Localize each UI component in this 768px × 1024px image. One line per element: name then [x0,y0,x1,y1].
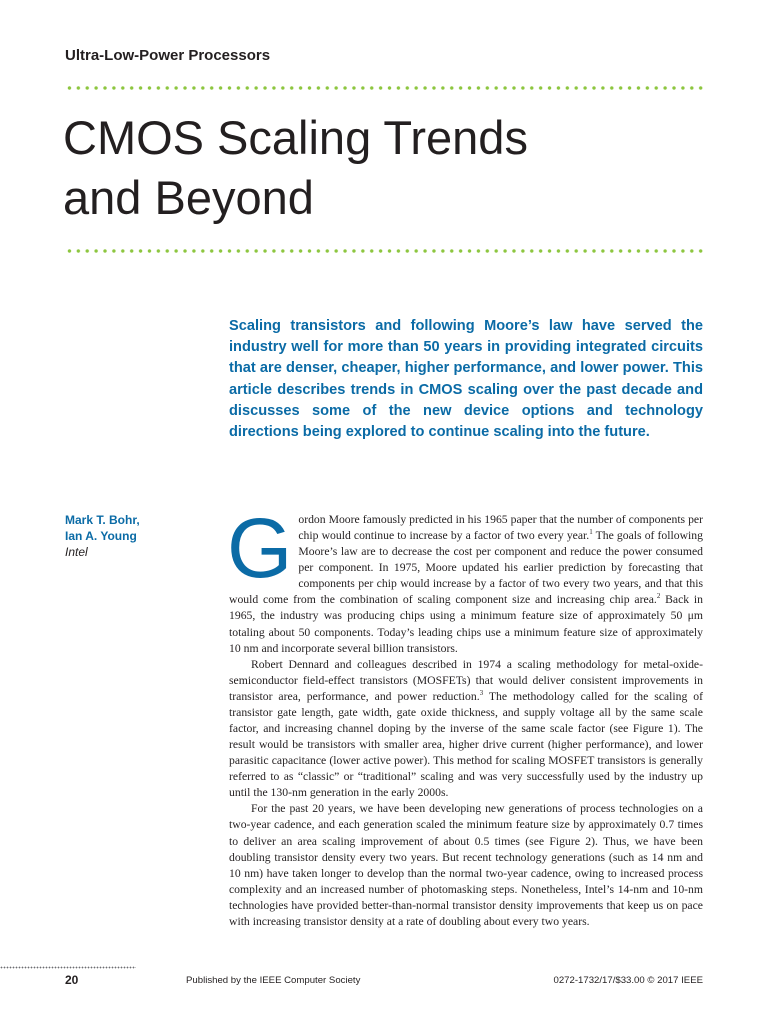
paragraph-1-part-b: The goals of following Moore’s law are to decrease the cost per component and reduce the power consumed per component. In 1975, Moore updated his earlier prediction by forecasting that components per chip would increase by a factor of two every two years, and that this would come from the combination of scaling component size and increasing chip area. [229,529,703,607]
title-line-2: and Beyond [63,171,314,224]
footer-dotted-rule [0,966,136,969]
section-label: Ultra-Low-Power Processors [65,47,271,64]
author-block [65,512,140,560]
paragraph-2 [229,657,703,802]
author-name-1: Mark T. Bohr, [65,513,140,527]
paragraph-1-part-a: ordon Moore famously predicted in his 1965 paper that the number of components per chip would continue to increase by a factor of two every year. [298,513,703,543]
page-number: 20 [65,973,79,987]
reference-1: 1 [589,528,593,537]
paragraph-2-part-a: Robert Dennard and colleagues described in 1974 a scaling methodology for metal-oxide-semiconductor field-effect transistors (MOSFETs) that would deliver consistent improvements in transistor area, performance, and power reduction. [229,657,703,703]
paragraph-1 [227,501,704,657]
article-title [63,108,528,228]
drop-cap: G [227,501,293,595]
abstract: Scaling transistors and following Moore’s law have served the industry well for more than 50 years in providing integrated circuits that are denser, cheaper, higher performance, and lower power. This article describes trends in CMOS scaling over the past decade and discusses some of the new device options and technology directions being explored to continue scaling into the future. [229,318,703,441]
top-dotted-divider [65,86,703,90]
copyright-line: 0272-1732/17/$33.00 © 2017 IEEE [553,975,703,986]
body-text [227,501,704,930]
paragraph-2-part-b: The methodology called for the scaling of transistor gate length, gate width, gate oxide thickness, and supply voltage all by the same scale factor, and increasing channel doping by the inverse of the same scale factor (see Figure 1). The result would be transistors with smaller area, higher drive current (higher performance), and lower parasitic capacitance (lower active power). This method for scaling MOSFET transistors is generally referred to as “classic” or “traditional” scaling and was very successfully used by the industry up until the 130-nm generation in the early 2000s. [229,689,704,800]
reference-2: 2 [656,592,661,601]
publisher-line: Published by the IEEE Computer Society [186,975,361,986]
author-name-2: Ian A. Young [65,529,137,543]
reference-3: 3 [479,688,484,697]
author-affiliation: Intel [65,545,88,559]
paragraph-3: For the past 20 years, we have been developing new generations of process technologies on a two-year cadence, and each generation scaled the minimum feature size by approximately 0.7 times to deliver an area scaling improvement of about 0.5 times (see Figure 2). Thus, we have been doubling transistor density every two years. But recent technology generations (such as 14 nm and 10 nm) have taken longer to develop than the normal two-year cadence, owing to increased process complexity and an increased number of photomasking steps. Nonetheless, Intel’s 14-nm and 10-nm technologies have provided better-than-normal transistor density improvements that keep us on pace with increasing transistor density at a rate of doubling about every two years. [229,802,703,928]
bottom-dotted-divider [65,249,703,253]
title-line-1: CMOS Scaling Trends [63,111,528,164]
paragraph-1-part-c: Back in 1965, the industry was producing chips using a minimum feature size of approximately 50 μm totaling about 50 components. Today’s leading chips use a minimum feature size of approximately 10 nm and incorporate several billion transistors. [229,593,704,655]
